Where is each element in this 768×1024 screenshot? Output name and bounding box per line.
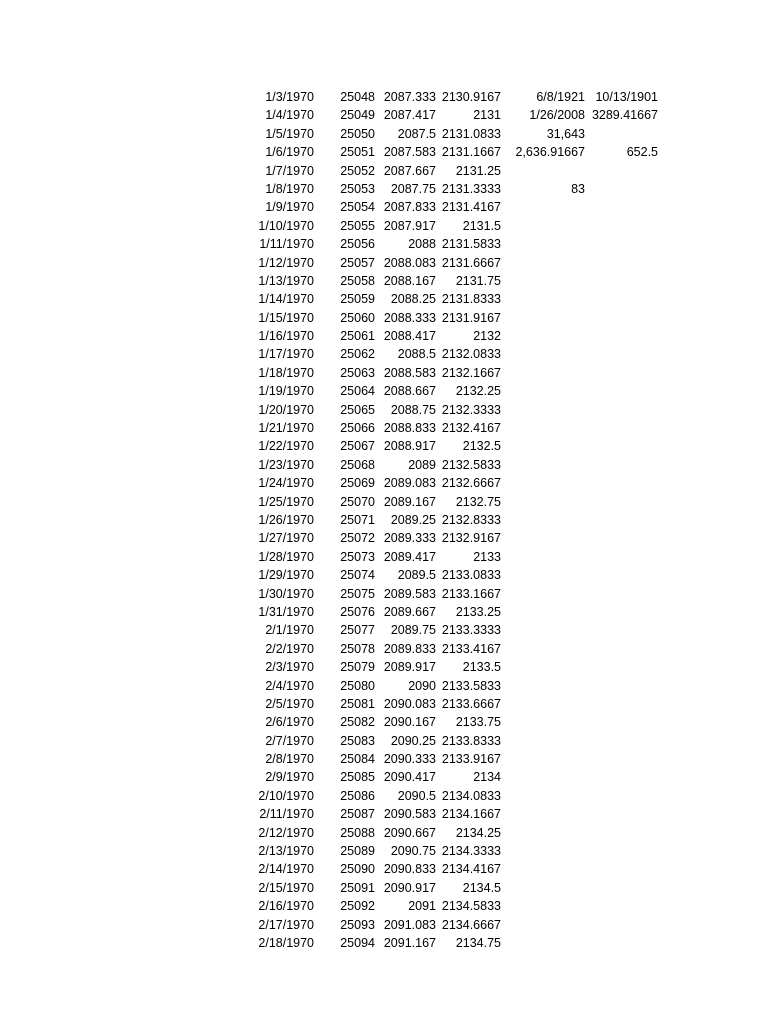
id-cell: 25087 [340,807,375,822]
date-cell: 2/10/1970 [258,788,314,803]
id-cell: 25072 [340,531,375,546]
table-row [0,272,768,290]
value-b-cell: 2131 [473,108,501,123]
date-cell: 1/24/1970 [258,476,314,491]
value-a-cell: 2090.25 [390,733,436,748]
table-row [0,382,768,400]
id-cell: 25082 [340,715,375,730]
id-cell: 25067 [340,439,375,454]
date-cell: 1/3/1970 [265,90,314,104]
date-cell: 2/15/1970 [258,880,314,895]
value-b-cell: 2132.9167 [441,531,501,546]
value-a-cell: 2088.333 [383,310,436,325]
table-row [0,235,768,253]
date-cell: 1/15/1970 [258,310,314,325]
value-a-cell: 2088.75 [390,402,436,417]
extra-e-cell: 6/8/1921 [536,90,585,104]
value-b-cell: 2133.4167 [441,641,501,656]
table-row [0,842,768,860]
date-cell: 1/26/1970 [258,512,314,527]
value-b-cell: 2131.9167 [441,310,501,325]
date-cell: 1/21/1970 [258,421,314,436]
value-b-cell: 2134.25 [455,825,501,840]
value-b-cell: 2133.5833 [441,678,501,693]
id-cell: 25094 [340,935,375,950]
table-row [0,768,768,786]
value-b-cell: 2133.0833 [441,568,501,583]
value-a-cell: 2090.667 [383,825,436,840]
value-a-cell: 2087.833 [383,200,436,215]
value-a-cell: 2089.333 [383,531,436,546]
value-a-cell: 2089.75 [390,623,436,638]
date-cell: 1/19/1970 [258,384,314,399]
value-a-cell: 2088.917 [383,439,436,454]
table-row [0,198,768,216]
value-b-cell: 2133.6667 [441,696,501,711]
value-b-cell: 2133.3333 [441,623,501,638]
date-cell: 2/4/1970 [265,678,314,693]
date-cell: 1/29/1970 [258,568,314,583]
id-cell: 25073 [340,549,375,564]
table-row [0,493,768,511]
value-b-cell: 2131.4167 [441,200,501,215]
date-cell: 1/30/1970 [258,586,314,601]
id-cell: 25062 [340,347,375,362]
value-b-cell: 2132.1667 [441,365,501,380]
date-cell: 1/22/1970 [258,439,314,454]
extra-e-cell: 31,643 [546,126,585,141]
id-cell: 25075 [340,586,375,601]
table-row [0,162,768,180]
value-b-cell: 2133 [473,549,501,564]
value-a-cell: 2088.083 [383,255,436,270]
id-cell: 25089 [340,844,375,859]
value-a-cell: 2091.167 [383,935,436,950]
date-cell: 1/10/1970 [258,218,314,233]
date-cell: 2/5/1970 [265,696,314,711]
value-a-cell: 2089 [408,457,436,472]
id-cell: 25083 [340,733,375,748]
table-row [0,88,768,106]
id-cell: 25049 [340,108,375,123]
id-cell: 25059 [340,292,375,307]
value-a-cell: 2090.917 [383,880,436,895]
table-row [0,860,768,878]
id-cell: 25088 [340,825,375,840]
value-b-cell: 2134.75 [455,935,501,950]
table-row [0,364,768,382]
value-a-cell: 2090.833 [383,862,436,877]
date-cell: 2/2/1970 [265,641,314,656]
table-row [0,511,768,529]
value-b-cell: 2132.6667 [441,476,501,491]
value-a-cell: 2089.5 [397,568,436,583]
value-b-cell: 2134.6667 [441,917,501,932]
table-row [0,916,768,934]
id-cell: 25065 [340,402,375,417]
value-a-cell: 2087.5 [397,126,436,141]
table-row [0,309,768,327]
value-a-cell: 2090.5 [397,788,436,803]
value-a-cell: 2087.333 [383,90,436,104]
table-row [0,217,768,235]
spreadsheet-data [0,88,768,952]
table-row [0,401,768,419]
value-b-cell: 2132.0833 [441,347,501,362]
value-b-cell: 2132.4167 [441,421,501,436]
id-cell: 25069 [340,476,375,491]
value-b-cell: 2133.75 [455,715,501,730]
date-cell: 1/9/1970 [265,200,314,215]
id-cell: 25070 [340,494,375,509]
date-cell: 2/12/1970 [258,825,314,840]
id-cell: 25052 [340,163,375,178]
value-b-cell: 2134.5833 [441,899,501,914]
value-a-cell: 2088.25 [390,292,436,307]
value-a-cell: 2088.5 [397,347,436,362]
value-b-cell: 2134.0833 [441,788,501,803]
value-a-cell: 2087.75 [390,181,436,196]
date-cell: 1/27/1970 [258,531,314,546]
value-b-cell: 2132.8333 [441,512,501,527]
date-cell: 1/5/1970 [265,126,314,141]
table-row [0,254,768,272]
value-b-cell: 2132.5 [462,439,501,454]
table-row [0,824,768,842]
table-row [0,327,768,345]
date-cell: 1/8/1970 [265,181,314,196]
value-a-cell: 2089.667 [383,604,436,619]
value-a-cell: 2087.917 [383,218,436,233]
table-row [0,879,768,897]
value-a-cell: 2088.583 [383,365,436,380]
value-a-cell: 2087.583 [383,145,436,160]
date-cell: 1/7/1970 [265,163,314,178]
value-b-cell: 2131.5833 [441,237,501,252]
value-a-cell: 2090 [408,678,436,693]
id-cell: 25081 [340,696,375,711]
id-cell: 25079 [340,660,375,675]
value-a-cell: 2091.083 [383,917,436,932]
id-cell: 25076 [340,604,375,619]
value-b-cell: 2130.9167 [441,90,501,104]
table-row [0,437,768,455]
table-row [0,548,768,566]
date-cell: 2/11/1970 [259,807,314,822]
id-cell: 25060 [340,310,375,325]
table-row [0,474,768,492]
date-cell: 1/14/1970 [258,292,314,307]
date-cell: 2/13/1970 [258,844,314,859]
value-a-cell: 2090.333 [383,752,436,767]
date-cell: 1/12/1970 [258,255,314,270]
value-a-cell: 2088.833 [383,421,436,436]
value-b-cell: 2133.9167 [441,752,501,767]
date-cell: 1/23/1970 [258,457,314,472]
date-cell: 2/9/1970 [265,770,314,785]
table-row [0,640,768,658]
id-cell: 25066 [340,421,375,436]
id-cell: 25090 [340,862,375,877]
id-cell: 25054 [340,200,375,215]
value-b-cell: 2133.5 [462,660,501,675]
date-cell: 1/25/1970 [258,494,314,509]
value-b-cell: 2134 [473,770,501,785]
value-b-cell: 2134.1667 [441,807,501,822]
value-b-cell: 2133.1667 [441,586,501,601]
id-cell: 25085 [340,770,375,785]
date-cell: 1/31/1970 [258,604,314,619]
extra-f-cell: 652.5 [626,145,658,160]
date-cell: 2/18/1970 [258,935,314,950]
value-b-cell: 2134.3333 [441,844,501,859]
table-row [0,732,768,750]
value-a-cell: 2087.417 [383,108,436,123]
date-cell: 2/14/1970 [258,862,314,877]
value-a-cell: 2088.667 [383,384,436,399]
id-cell: 25078 [340,641,375,656]
id-cell: 25051 [340,145,375,160]
date-cell: 2/8/1970 [265,752,314,767]
table-row [0,529,768,547]
value-b-cell: 2134.4167 [441,862,501,877]
table-row [0,180,768,198]
id-cell: 25064 [340,384,375,399]
date-cell: 2/3/1970 [265,660,314,675]
value-a-cell: 2088.167 [383,273,436,288]
id-cell: 25063 [340,365,375,380]
value-b-cell: 2131.8333 [441,292,501,307]
extra-f-cell: 3289.41667 [591,108,658,123]
id-cell: 25068 [340,457,375,472]
table-row [0,677,768,695]
date-cell: 1/4/1970 [265,108,314,123]
id-cell: 25093 [340,917,375,932]
table-row [0,585,768,603]
value-b-cell: 2131.5 [462,218,501,233]
id-cell: 25053 [340,181,375,196]
date-cell: 1/6/1970 [265,145,314,160]
table-row [0,805,768,823]
value-a-cell: 2087.667 [383,163,436,178]
date-cell: 2/7/1970 [265,733,314,748]
extra-e-cell: 2,636.91667 [515,145,585,160]
id-cell: 25092 [340,899,375,914]
id-cell: 25056 [340,237,375,252]
table-row [0,787,768,805]
value-a-cell: 2089.917 [383,660,436,675]
table-row [0,566,768,584]
extra-e-cell: 1/26/2008 [529,108,585,123]
id-cell: 25057 [340,255,375,270]
value-b-cell: 2132.3333 [441,402,501,417]
value-b-cell: 2131.0833 [441,126,501,141]
id-cell: 25074 [340,568,375,583]
value-a-cell: 2089.167 [383,494,436,509]
extra-f-cell: 10/13/1901 [595,90,658,104]
value-b-cell: 2131.3333 [441,181,501,196]
value-b-cell: 2131.25 [455,163,501,178]
extra-e-cell: 83 [571,181,585,196]
value-a-cell: 2089.083 [383,476,436,491]
date-cell: 1/28/1970 [258,549,314,564]
table-row [0,125,768,143]
id-cell: 25048 [340,90,375,104]
id-cell: 25050 [340,126,375,141]
date-cell: 2/1/1970 [265,623,314,638]
date-cell: 1/20/1970 [258,402,314,417]
id-cell: 25077 [340,623,375,638]
date-cell: 1/13/1970 [258,273,314,288]
date-cell: 1/16/1970 [258,329,314,344]
date-cell: 2/6/1970 [265,715,314,730]
id-cell: 25055 [340,218,375,233]
value-a-cell: 2088.417 [383,329,436,344]
table-row [0,713,768,731]
table-row [0,345,768,363]
id-cell: 25091 [340,880,375,895]
value-b-cell: 2132.5833 [441,457,501,472]
table-row [0,419,768,437]
table-row [0,456,768,474]
date-cell: 1/17/1970 [258,347,314,362]
table-row [0,106,768,124]
table-row [0,143,768,161]
value-a-cell: 2089.417 [383,549,436,564]
date-cell: 1/11/1970 [259,237,314,252]
value-a-cell: 2090.583 [383,807,436,822]
value-a-cell: 2089.833 [383,641,436,656]
value-a-cell: 2090.417 [383,770,436,785]
value-b-cell: 2133.25 [455,604,501,619]
value-b-cell: 2131.75 [455,273,501,288]
table-row [0,750,768,768]
value-a-cell: 2090.75 [390,844,436,859]
table-row [0,658,768,676]
value-b-cell: 2134.5 [462,880,501,895]
table-row [0,290,768,308]
date-cell: 2/17/1970 [258,917,314,932]
id-cell: 25084 [340,752,375,767]
value-a-cell: 2090.083 [383,696,436,711]
date-cell: 2/16/1970 [258,899,314,914]
table-row [0,603,768,621]
value-b-cell: 2131.6667 [441,255,501,270]
table-row [0,695,768,713]
value-b-cell: 2132 [473,329,501,344]
table-row [0,897,768,915]
value-b-cell: 2132.75 [455,494,501,509]
value-a-cell: 2090.167 [383,715,436,730]
value-a-cell: 2089.25 [390,512,436,527]
value-a-cell: 2091 [408,899,436,914]
table-row [0,934,768,952]
table-row [0,621,768,639]
value-b-cell: 2133.8333 [441,733,501,748]
value-a-cell: 2089.583 [383,586,436,601]
id-cell: 25086 [340,788,375,803]
value-b-cell: 2132.25 [455,384,501,399]
id-cell: 25058 [340,273,375,288]
value-b-cell: 2131.1667 [441,145,501,160]
id-cell: 25071 [340,512,375,527]
value-a-cell: 2088 [408,237,436,252]
id-cell: 25061 [340,329,375,344]
date-cell: 1/18/1970 [258,365,314,380]
id-cell: 25080 [340,678,375,693]
